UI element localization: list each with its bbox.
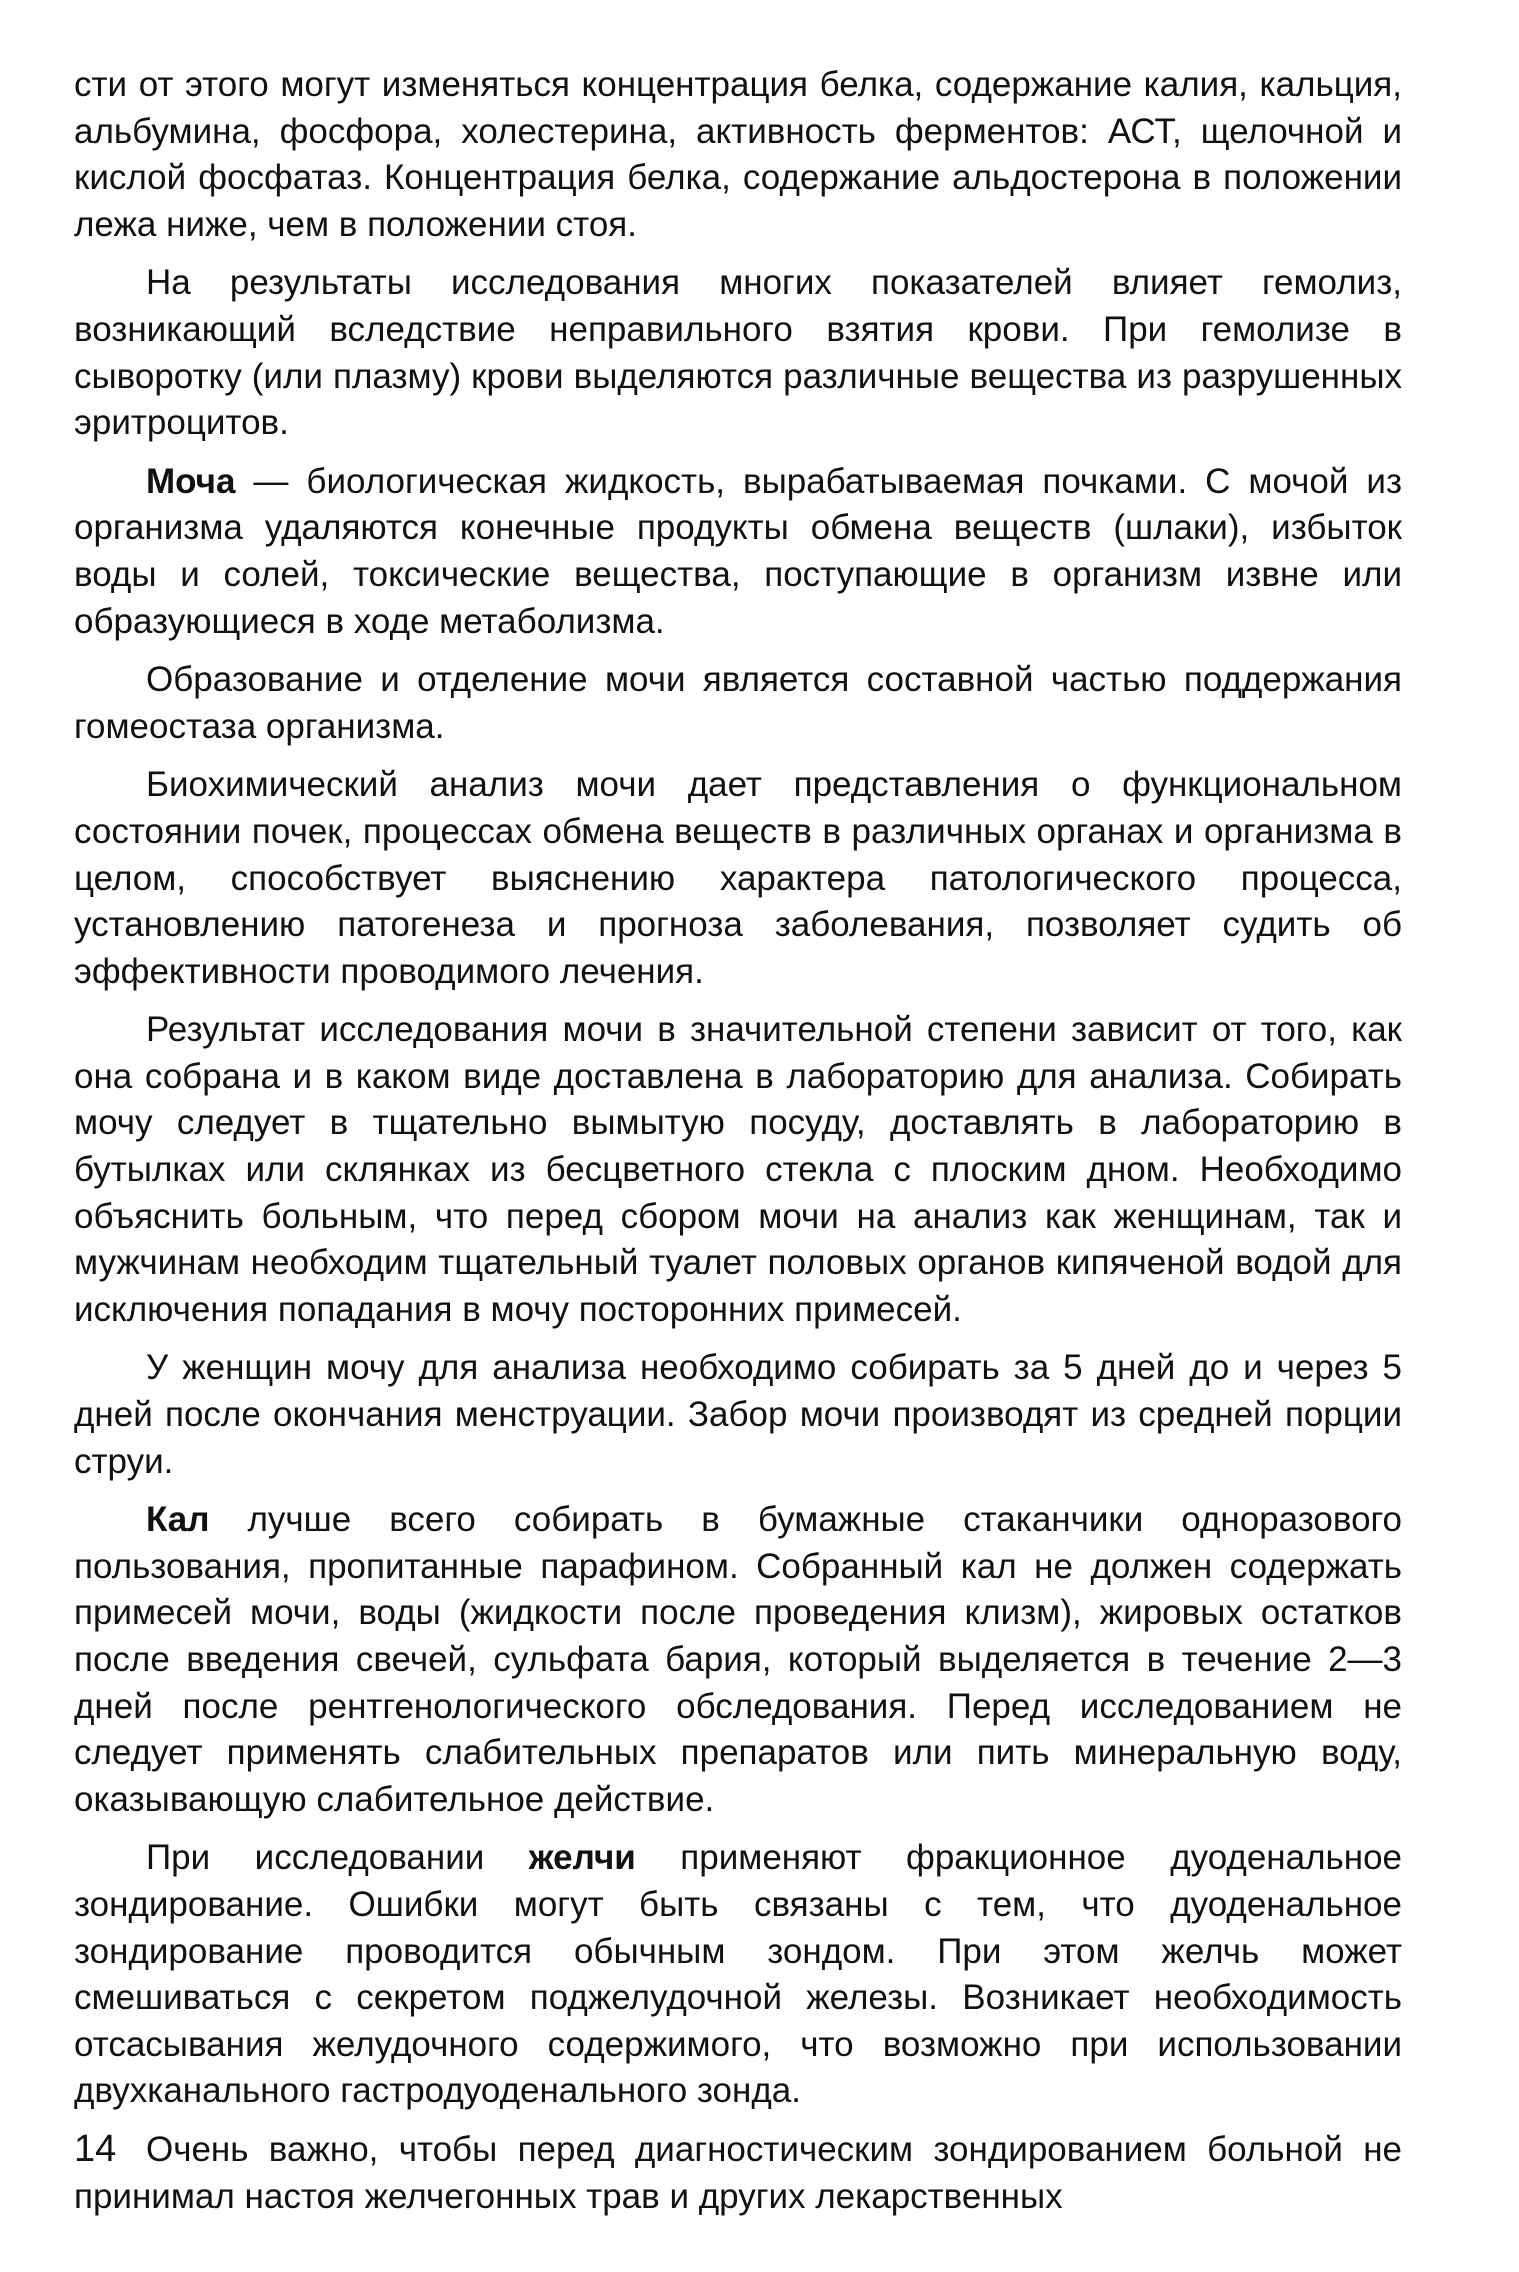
paragraph-text: Биохимический анализ мочи дает представления о функциональном состоянии почек, процессах обмена веществ в различных органах и организма в целом, способствует выяснению характера патологического процесса, установлению патогенеза и прогноза заболевания, позволяет судить об эффективности проводимого лечения. bbox=[74, 765, 1402, 991]
page-body bbox=[74, 62, 1402, 2232]
term-urine: Моча bbox=[146, 461, 236, 501]
paragraph-biochemical-analysis bbox=[74, 762, 1402, 995]
paragraph-hemolysis bbox=[74, 260, 1402, 446]
paragraph-bile bbox=[74, 1835, 1402, 2115]
paragraph-text: — биологическая жидкость, вырабатываемая почками. С мочой из организма удаляются конечные продукты обмена веществ (шлаки), избыток воды и солей, токсические вещества, поступающие в организм извне или образующиеся в ходе метаболизма. bbox=[74, 461, 1402, 641]
paragraph-text: У женщин мочу для анализа необходимо собирать за 5 дней до и через 5 дней после окончания менструации. Забор мочи производят из средней порции струи. bbox=[74, 1348, 1402, 1481]
paragraph-text: Результат исследования мочи в значительной степени зависит от того, как она собрана и в каком виде доставлена в лабораторию для анализа. Собирать мочу следует в тщательно вымытую посуду, доставлять в лабораторию в бутылках или склянках из бесцветного стекла с плоским дном. Необходимо объяснить больным, что перед сбором мочи на анализ как женщинам, так и мужчинам необходим тщательный туалет половых органов кипяченой водой для исключения попадания в мочу посторонних примесей. bbox=[74, 1010, 1402, 1329]
paragraph-continuation bbox=[74, 62, 1402, 248]
paragraph-text: применяют фракционное дуоденальное зондирование. Ошибки могут быть связаны с тем, что дуоденальное зондирование проводится обычным зондом. При этом желчь может смешиваться с секретом поджелудочной железы. Возникает необходимость отсасывания желудочного содержимого, что возможно при использовании двухканального гастродуоденального зонда. bbox=[74, 1838, 1402, 2111]
paragraph-women-collection bbox=[74, 1345, 1402, 1485]
paragraph-probing bbox=[74, 2127, 1402, 2220]
page-number: 14 bbox=[74, 2128, 117, 2170]
paragraph-urine bbox=[74, 459, 1402, 645]
paragraph-text: Образование и отделение мочи является составной частью поддержания гомеостаза организма. bbox=[74, 660, 1402, 746]
paragraph-homeostasis bbox=[74, 657, 1402, 750]
term-feces: Кал bbox=[146, 1500, 210, 1540]
paragraph-text: Очень важно, чтобы перед диагностическим зондированием больной не принимал настоя желчегонных трав и других лекарственных bbox=[74, 2129, 1402, 2216]
paragraph-text: На результаты исследования многих показателей влияет гемолиз, возникающий вследствие неправильного взятия крови. При гемолизе в сыворотку (или плазму) крови выделяются различные вещества из разрушенных эритроцитов. bbox=[74, 263, 1402, 443]
paragraph-urine-collection bbox=[74, 1007, 1402, 1333]
paragraph-feces bbox=[74, 1497, 1402, 1823]
paragraph-text: сти от этого могут изменяться концентрация белка, содержание калия, кальция, альбумина, фосфора, холестерина, активность ферментов: АСТ, щелочной и кислой фосфатаз. Концентрация белка, содержание альдостерона в положении лежа ниже, чем в положении стоя. bbox=[74, 65, 1402, 244]
term-bile: желчи bbox=[528, 1838, 636, 1878]
paragraph-text: лучше всего собирать в бумажные стаканчики одноразового пользования, пропитанные парафином. Собранный кал не должен содержать примесей мочи, воды (жидкости после проведения клизм), жировых остатков после введения свечей, сульфата бария, который выделяется в течение 2—3 дней после рентгенологического обследования. Перед исследованием не следует применять слабительных препаратов или пить минеральную воду, оказывающую слабительное действие. bbox=[74, 1500, 1402, 1819]
paragraph-text: При исследовании bbox=[146, 1838, 529, 1878]
